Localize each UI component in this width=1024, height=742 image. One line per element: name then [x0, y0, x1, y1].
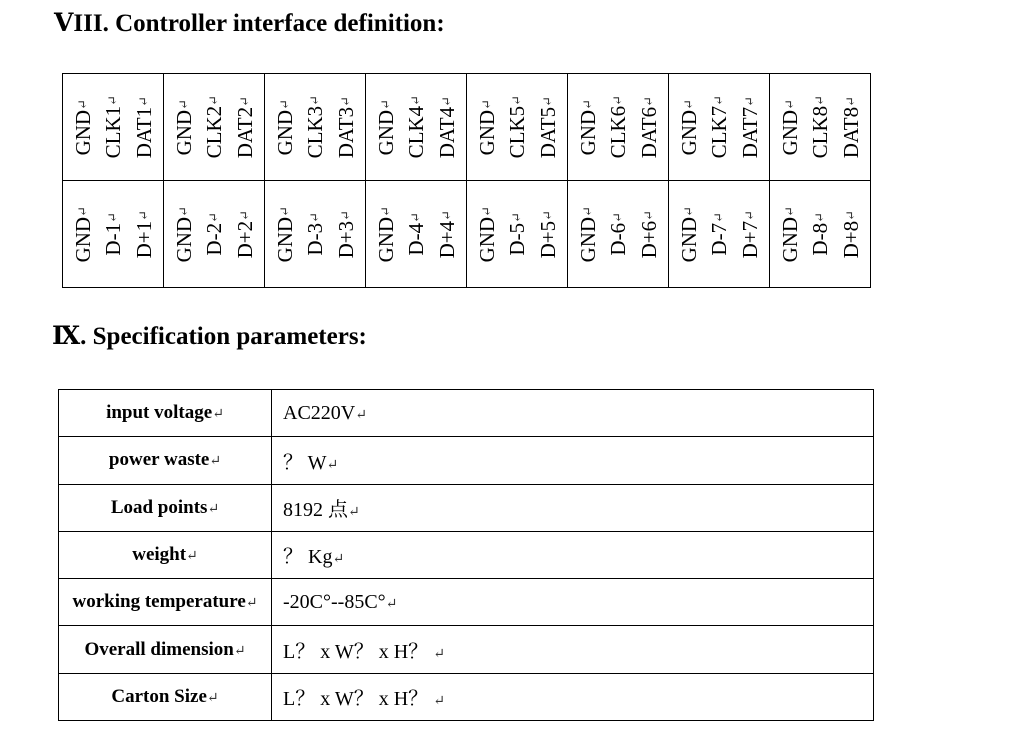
return-mark-icon: ↵ [307, 95, 322, 107]
spec-label: Load points [110, 496, 208, 518]
spec-value: 8192 点 [283, 499, 348, 522]
return-mark-icon: ↵ [680, 205, 696, 217]
return-mark-icon: ↵ [680, 98, 696, 110]
pin-label [405, 212, 427, 256]
pin-label [638, 96, 660, 158]
spec-value-cell [272, 579, 874, 626]
pin-label [779, 99, 801, 155]
return-mark-icon: ↵ [741, 209, 757, 221]
pin-label [809, 212, 831, 256]
pin-label [678, 206, 700, 262]
pin-label [234, 210, 256, 258]
pin-name: D+6 [636, 220, 661, 259]
section-8-heading: ⅤIII. Controller interface definition: [54, 10, 445, 37]
return-mark-icon: ↵ [812, 212, 827, 224]
return-mark-icon: ↵ [438, 95, 454, 107]
pin-group [63, 74, 163, 180]
spec-label-cell [59, 390, 272, 437]
pin-label [476, 99, 498, 155]
pin-name: CLK3 [303, 106, 327, 159]
pin-label [708, 212, 730, 256]
return-mark-icon: ↵ [539, 209, 555, 221]
pin-group [63, 181, 163, 287]
return-mark-icon: ↵ [332, 552, 345, 568]
spec-label-cell [59, 673, 272, 720]
pin-label [840, 210, 862, 258]
pin-name: D-7 [707, 223, 731, 256]
pin-name: GND [272, 109, 297, 156]
pin-label [375, 206, 397, 262]
spec-label-cell [59, 484, 272, 531]
pin-label [638, 210, 660, 258]
spec-label-cell [59, 579, 272, 626]
pin-label [335, 210, 357, 258]
pin-name: CLK2 [202, 106, 226, 159]
pin-label [436, 210, 458, 258]
spec-label: input voltage [106, 402, 213, 424]
pin-name: DAT1 [131, 106, 156, 159]
spec-label: power waste [108, 449, 210, 471]
controller-interface-table [62, 73, 871, 288]
pin-name: D-8 [808, 223, 832, 256]
pin-name: GND [474, 216, 499, 263]
return-mark-icon: ↵ [741, 95, 757, 107]
port-1-bottom-cell [63, 181, 164, 288]
port-4-top-cell [366, 74, 467, 181]
return-mark-icon: ↵ [307, 212, 322, 224]
pin-label [203, 212, 225, 256]
return-mark-icon: ↵ [135, 209, 151, 221]
port-5-top-cell [467, 74, 568, 181]
spec-value: ？ W [283, 451, 327, 474]
spec-value-cell [272, 626, 874, 673]
interface-row-clock-data [63, 74, 871, 181]
pin-group [366, 181, 466, 287]
spec-value-cell [272, 437, 874, 484]
pin-name: GND [373, 216, 398, 263]
return-mark-icon: ↵ [206, 690, 219, 706]
return-mark-icon: ↵ [377, 205, 393, 217]
pin-label [234, 96, 256, 158]
return-mark-icon: ↵ [478, 98, 494, 110]
return-mark-icon: ↵ [711, 95, 726, 107]
return-mark-icon: ↵ [236, 209, 252, 221]
pin-group [669, 181, 769, 287]
spec-value-cell [272, 484, 874, 531]
pin-name: DAT4 [434, 106, 459, 159]
pin-name: D+5 [535, 220, 560, 259]
pin-label [375, 99, 397, 155]
pin-name: D-6 [606, 223, 630, 256]
spec-row [59, 531, 874, 578]
return-mark-icon: ↵ [433, 647, 445, 663]
return-mark-icon: ↵ [212, 407, 224, 423]
spec-label-cell [59, 437, 272, 484]
pin-group [669, 74, 769, 180]
pin-name: DAT5 [535, 106, 560, 159]
spec-row [59, 579, 874, 626]
return-mark-icon: ↵ [385, 596, 398, 612]
specification-table [58, 389, 874, 721]
pin-name: D+1 [131, 220, 156, 259]
pin-name: DAT2 [232, 106, 257, 159]
pin-name: GND [70, 109, 95, 156]
return-mark-icon: ↵ [408, 212, 423, 224]
pin-label [678, 99, 700, 155]
pin-label [405, 95, 427, 158]
spec-label: weight [132, 543, 187, 565]
spec-label: Overall dimension [84, 638, 234, 660]
pin-group [366, 74, 466, 180]
port-7-bottom-cell [669, 181, 770, 288]
spec-row [59, 484, 874, 531]
pin-group [770, 74, 870, 180]
return-mark-icon: ↵ [276, 98, 292, 110]
pin-name: CLK4 [404, 106, 428, 159]
spec-value: AC220V [283, 401, 356, 424]
pin-label [274, 99, 296, 155]
port-2-top-cell [164, 74, 265, 181]
pin-label [577, 99, 599, 155]
return-mark-icon: ↵ [509, 95, 524, 107]
pin-label [607, 212, 629, 256]
return-mark-icon: ↵ [711, 212, 726, 224]
pin-group [164, 74, 264, 180]
pin-label [506, 212, 528, 256]
spec-row [59, 437, 874, 484]
pin-name: CLK6 [606, 106, 630, 159]
pin-label [72, 99, 94, 155]
pin-name: GND [171, 216, 196, 263]
pin-name: CLK5 [505, 106, 529, 159]
return-mark-icon: ↵ [355, 407, 367, 423]
pin-label [708, 95, 730, 158]
return-mark-icon: ↵ [377, 98, 393, 110]
pin-label [335, 96, 357, 158]
return-mark-icon: ↵ [186, 548, 198, 564]
spec-label: working temperature [72, 591, 246, 613]
pin-name: GND [777, 216, 802, 263]
return-mark-icon: ↵ [276, 205, 292, 217]
pin-name: CLK1 [101, 106, 125, 159]
pin-name: D+4 [434, 220, 459, 259]
pin-name: D+7 [737, 220, 762, 259]
return-mark-icon: ↵ [135, 95, 151, 107]
pin-name: D-1 [101, 223, 125, 256]
pin-label [133, 210, 155, 258]
return-mark-icon: ↵ [579, 205, 595, 217]
port-2-bottom-cell [164, 181, 265, 288]
pin-label [809, 95, 831, 158]
return-mark-icon: ↵ [105, 212, 120, 224]
pin-name: GND [676, 216, 701, 263]
spec-value-cell [272, 673, 874, 720]
return-mark-icon: ↵ [105, 95, 120, 107]
pin-label [274, 206, 296, 262]
pin-label [133, 96, 155, 158]
pin-label [436, 96, 458, 158]
pin-group [568, 181, 668, 287]
pin-name: D+8 [838, 220, 863, 259]
pin-label [537, 210, 559, 258]
pin-group [265, 74, 365, 180]
return-mark-icon: ↵ [812, 95, 827, 107]
port-5-bottom-cell [467, 181, 568, 288]
pin-name: GND [777, 109, 802, 156]
return-mark-icon: ↵ [175, 205, 191, 217]
pin-label [739, 210, 761, 258]
return-mark-icon: ↵ [842, 95, 858, 107]
pin-name: GND [474, 109, 499, 156]
pin-name: GND [272, 216, 297, 263]
spec-value: L？ x W？ x H？ [283, 688, 434, 711]
pin-name: D-3 [303, 223, 327, 256]
spec-value-cell [272, 390, 874, 437]
pin-group [467, 181, 567, 287]
pin-label [779, 206, 801, 262]
pin-name: D-5 [505, 223, 529, 256]
return-mark-icon: ↵ [74, 98, 90, 110]
pin-group [770, 181, 870, 287]
spec-label-cell [59, 531, 272, 578]
pin-name: D-2 [202, 223, 226, 256]
pin-name: GND [676, 109, 701, 156]
pin-label [102, 95, 124, 158]
port-8-top-cell [770, 74, 871, 181]
return-mark-icon: ↵ [781, 205, 797, 217]
spec-value: ？ Kg [283, 546, 333, 569]
spec-value: -20C°--85C° [283, 590, 386, 613]
pin-name: DAT6 [636, 106, 661, 159]
pin-group [164, 181, 264, 287]
port-4-bottom-cell [366, 181, 467, 288]
return-mark-icon: ↵ [207, 501, 220, 517]
pin-label [304, 95, 326, 158]
return-mark-icon: ↵ [781, 98, 797, 110]
pin-name: GND [575, 216, 600, 263]
spec-row [59, 390, 874, 437]
pin-label [840, 96, 862, 158]
pin-label [476, 206, 498, 262]
port-6-top-cell [568, 74, 669, 181]
return-mark-icon: ↵ [348, 505, 360, 521]
pin-name: D+3 [333, 220, 358, 259]
port-8-bottom-cell [770, 181, 871, 288]
spec-label: Carton Size [111, 685, 207, 707]
return-mark-icon: ↵ [610, 95, 625, 107]
pin-group [467, 74, 567, 180]
pin-name: DAT7 [737, 106, 762, 159]
port-6-bottom-cell [568, 181, 669, 288]
pin-name: DAT3 [333, 106, 358, 159]
return-mark-icon: ↵ [408, 95, 423, 107]
pin-label [173, 206, 195, 262]
return-mark-icon: ↵ [478, 205, 494, 217]
return-mark-icon: ↵ [206, 212, 221, 224]
pin-label [72, 206, 94, 262]
return-mark-icon: ↵ [175, 98, 191, 110]
spec-value: L？ x W？ x H？ [283, 641, 434, 664]
pin-label [537, 96, 559, 158]
return-mark-icon: ↵ [74, 205, 90, 217]
return-mark-icon: ↵ [236, 95, 252, 107]
pin-name: CLK8 [808, 106, 832, 159]
section-9-heading: Ⅸ. Specification parameters: [52, 323, 367, 350]
return-mark-icon: ↵ [640, 95, 656, 107]
return-mark-icon: ↵ [438, 209, 454, 221]
pin-group [265, 181, 365, 287]
return-mark-icon: ↵ [579, 98, 595, 110]
pin-label [506, 95, 528, 158]
return-mark-icon: ↵ [842, 209, 858, 221]
pin-name: D-4 [404, 223, 428, 256]
pin-name: GND [70, 216, 95, 263]
port-3-bottom-cell [265, 181, 366, 288]
spec-row [59, 626, 874, 673]
pin-name: CLK7 [707, 106, 731, 159]
pin-label [304, 212, 326, 256]
interface-row-differential [63, 181, 871, 288]
pin-name: DAT8 [838, 106, 863, 159]
pin-label [577, 206, 599, 262]
pin-label [173, 99, 195, 155]
return-mark-icon: ↵ [539, 95, 555, 107]
pin-name: D+2 [232, 220, 257, 259]
return-mark-icon: ↵ [337, 95, 353, 107]
spec-value-cell [272, 531, 874, 578]
pin-label [739, 96, 761, 158]
pin-label [203, 95, 225, 158]
port-3-top-cell [265, 74, 366, 181]
pin-label [607, 95, 629, 158]
return-mark-icon: ↵ [206, 95, 221, 107]
return-mark-icon: ↵ [610, 212, 625, 224]
return-mark-icon: ↵ [509, 212, 524, 224]
port-7-top-cell [669, 74, 770, 181]
pin-name: GND [373, 109, 398, 156]
pin-name: GND [575, 109, 600, 156]
return-mark-icon: ↵ [245, 596, 258, 612]
return-mark-icon: ↵ [337, 209, 353, 221]
spec-row [59, 673, 874, 720]
pin-name: GND [171, 109, 196, 156]
spec-label-cell [59, 626, 272, 673]
return-mark-icon: ↵ [326, 457, 339, 473]
return-mark-icon: ↵ [209, 454, 222, 470]
pin-group [568, 74, 668, 180]
return-mark-icon: ↵ [233, 643, 246, 659]
return-mark-icon: ↵ [640, 209, 656, 221]
pin-label [102, 212, 124, 256]
port-1-top-cell [63, 74, 164, 181]
return-mark-icon: ↵ [433, 694, 445, 710]
